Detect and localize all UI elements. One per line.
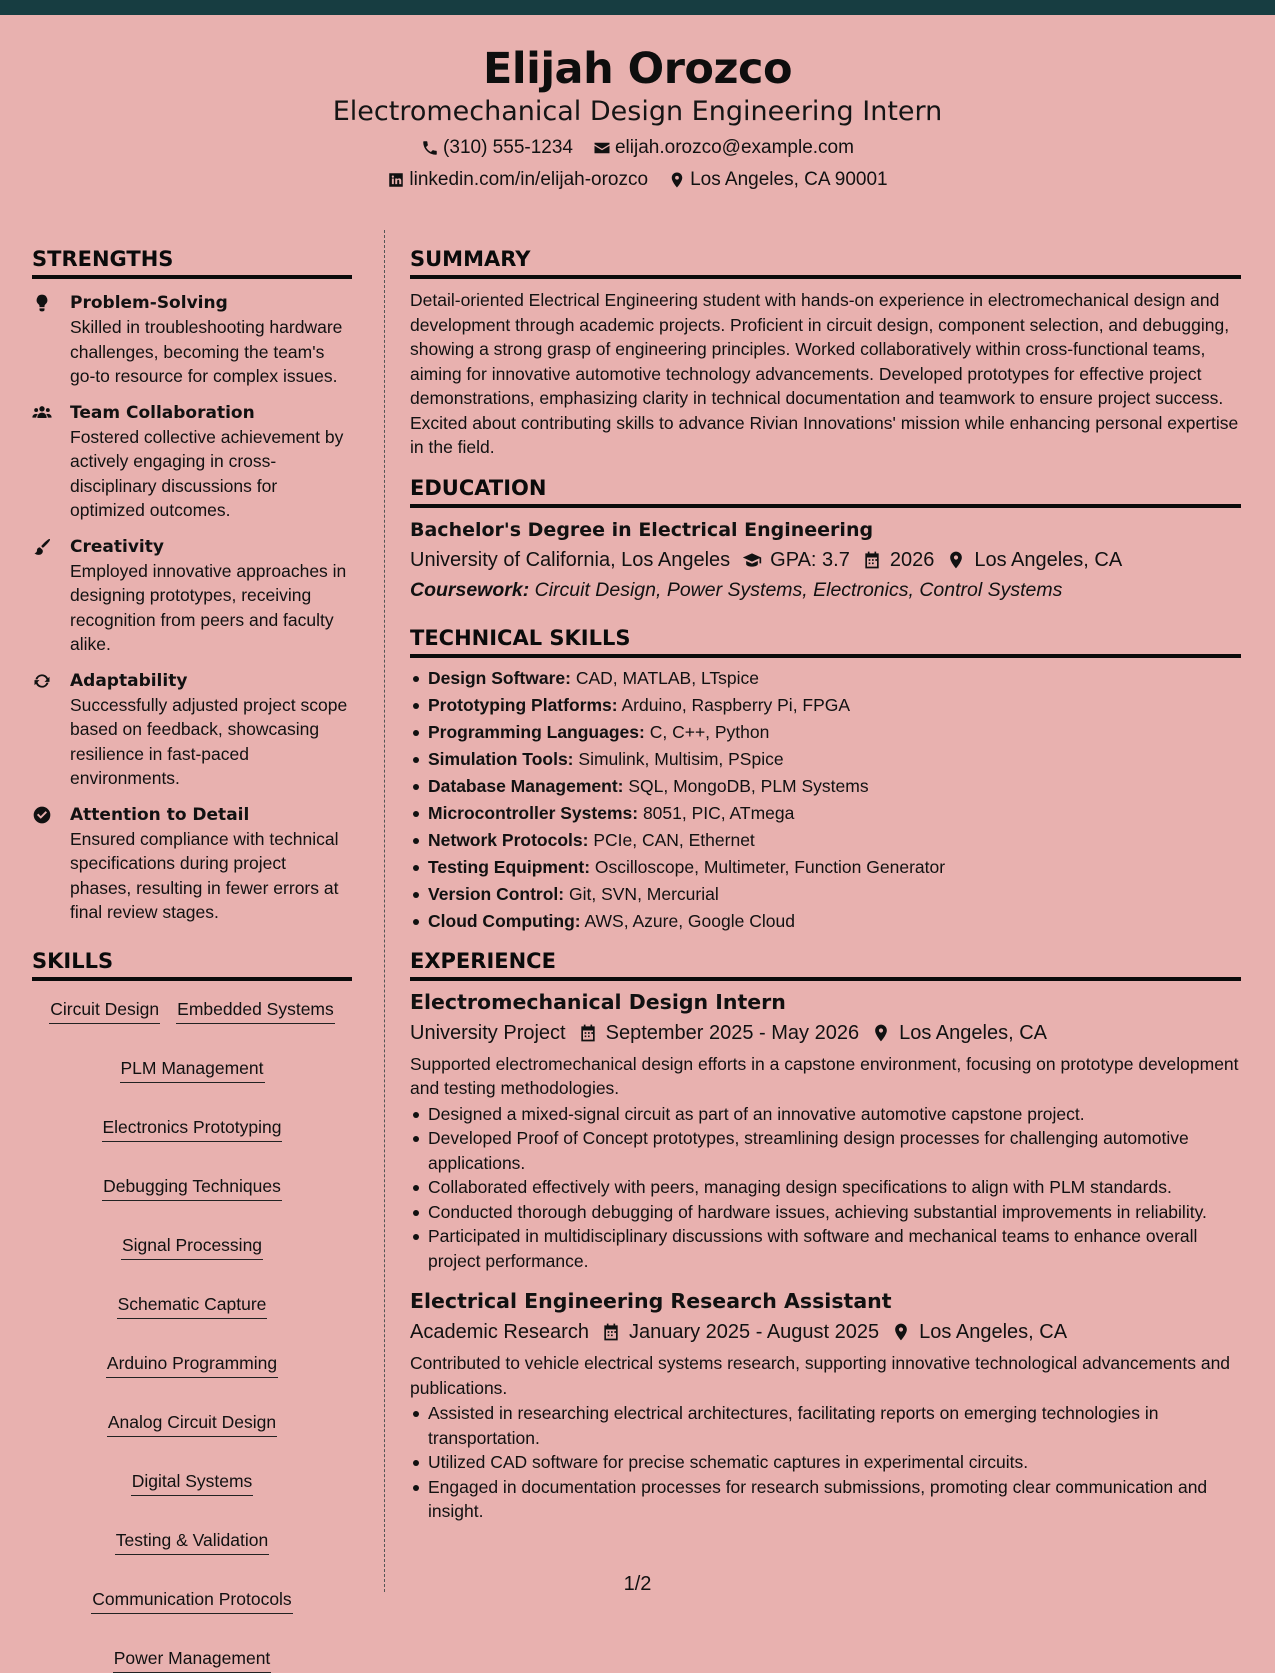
job-bullets — [410, 1102, 1241, 1274]
graduation-year: 2026 — [862, 545, 935, 575]
coursework — [410, 576, 1241, 604]
calendar-icon — [862, 550, 882, 570]
list-item: Version Control: Git, SVN, Mercurial — [410, 881, 1241, 908]
phone-text: (310) 555-1234 — [443, 137, 573, 158]
job-title: Electrical Engineering Research Assistant — [410, 1289, 892, 1313]
strengths-heading: STRENGTHS — [32, 245, 352, 279]
list-item: Engaged in documentation processes for research submissions, promoting clear communication and insight. — [410, 1475, 1241, 1524]
map-pin-icon — [871, 1023, 891, 1043]
list-item: Simulation Tools: Simulink, Multisim, PSpice — [410, 746, 1241, 773]
email-text[interactable]: elijah.orozco@example.com — [614, 137, 854, 158]
skill-chip: Circuit Design — [49, 995, 160, 1024]
strength-item — [32, 535, 352, 657]
job-meta — [410, 1018, 1241, 1048]
list-item: Assisted in researching electrical architectures, facilitating reports on emerging technologies in transportation. — [410, 1401, 1241, 1450]
technical-skills-heading: TECHNICAL SKILLS — [410, 624, 1241, 658]
job-dates: September 2025 - May 2026 — [578, 1018, 860, 1048]
skill-chip: Debugging Techniques — [102, 1172, 282, 1201]
strength-item — [32, 401, 352, 523]
skill-chip: Digital Systems — [131, 1467, 254, 1496]
job-description: Supported electromechanical design efforts in a capstone environment, focusing on prototype development and testing methodologies. — [410, 1053, 1239, 1098]
location-contact — [668, 167, 888, 193]
summary-text: Detail-oriented Electrical Engineering student with hands-on experience in electromechanical design and development through academic projects. Proficient in circuit design, component selection, and debugging, showing a strong grasp of engineering principles. Worked collaboratively within cross-functional teams, aiming for innovative automotive technology advancements. Developed prototypes for effective project demonstrations, emphasizing clarity in technical documentation and teamwork to ensure project success. Excited about contributing skills to advance Rivian Innovations' mission while enhancing personal expertise in the field. — [410, 290, 1239, 457]
job-location: Los Angeles, CA — [891, 1317, 1067, 1347]
check-circle-icon — [32, 805, 52, 825]
strength-name: Problem-Solving — [70, 293, 228, 313]
education-location: Los Angeles, CA — [946, 545, 1122, 575]
map-pin-icon — [946, 550, 966, 570]
strength-name: Attention to Detail — [70, 804, 250, 825]
contact-row-1 — [0, 135, 1275, 161]
technical-skills-list — [410, 665, 1241, 935]
calendar-icon — [578, 1023, 598, 1043]
linkedin-icon — [387, 171, 405, 189]
summary-heading: SUMMARY — [410, 245, 1241, 279]
strength-desc: Fostered collective achievement by actively engaging in cross-disciplinary discussions for optimized outcomes. — [70, 426, 344, 520]
users-icon — [32, 403, 52, 423]
column-divider — [384, 230, 385, 1592]
skill-chip: Analog Circuit Design — [107, 1408, 277, 1437]
candidate-title: Electromechanical Design Engineering Intern — [332, 96, 943, 127]
linkedin-contact[interactable] — [387, 167, 648, 193]
skills-heading: SKILLS — [32, 947, 352, 981]
location-text: Los Angeles, CA 90001 — [690, 169, 888, 190]
top-accent-bar — [0, 0, 1275, 15]
school-name: University of California, Los Angeles — [410, 548, 731, 571]
coursework-list: Circuit Design, Power Systems, Electronics, Control Systems — [534, 578, 1063, 601]
list-item: Designed a mixed-signal circuit as part of an innovative automotive capstone project. — [410, 1102, 1241, 1127]
degree-title: Bachelor's Degree in Electrical Engineering — [410, 518, 874, 541]
strength-item — [32, 803, 352, 925]
skill-chip: Electronics Prototyping — [102, 1113, 283, 1142]
page-number: 1/2 — [623, 1573, 652, 1595]
strength-desc: Skilled in troubleshooting hardware challenges, becoming the team's go-to resource for complex issues. — [70, 317, 343, 386]
strength-desc: Employed innovative approaches in designing prototypes, receiving recognition from peers and faculty alike. — [70, 560, 347, 654]
job-location: Los Angeles, CA — [871, 1018, 1047, 1048]
skill-chip: Schematic Capture — [117, 1290, 268, 1319]
email-contact[interactable] — [593, 135, 854, 161]
coursework-label: Coursework: — [410, 578, 530, 601]
job-title: Electromechanical Design Intern — [410, 989, 786, 1014]
education-heading: EDUCATION — [410, 474, 1241, 508]
strength-desc: Successfully adjusted project scope based on feedback, showcasing resilience in fast-paced environments. — [70, 694, 348, 788]
list-item: Cloud Computing: AWS, Azure, Google Cloud — [410, 908, 1241, 935]
strength-desc: Ensured compliance with technical specifications during project phases, resulting in fewer errors at final review stages. — [70, 828, 339, 922]
list-item: Conducted thorough debugging of hardware issues, achieving substantial improvements in reliability. — [410, 1200, 1241, 1225]
map-pin-icon — [668, 171, 686, 189]
phone-contact — [421, 135, 573, 161]
list-item: Microcontroller Systems: 8051, PIC, ATmega — [410, 800, 1241, 827]
right-column — [410, 245, 1241, 1524]
strength-item — [32, 291, 352, 389]
education-meta — [410, 545, 1241, 575]
phone-icon — [421, 139, 439, 157]
job-meta — [410, 1317, 1241, 1347]
skill-chip: Arduino Programming — [106, 1349, 278, 1378]
list-item: Collaborated effectively with peers, managing design specifications to align with PLM standards. — [410, 1175, 1241, 1200]
list-item: Network Protocols: PCIe, CAN, Ethernet — [410, 827, 1241, 854]
list-item: Programming Languages: C, C++, Python — [410, 719, 1241, 746]
graduation-cap-icon — [742, 550, 762, 570]
paintbrush-icon — [32, 537, 52, 557]
job-org: University Project — [410, 1021, 566, 1044]
strength-name: Team Collaboration — [70, 402, 255, 423]
job-bullets — [410, 1401, 1241, 1524]
experience-heading: EXPERIENCE — [410, 947, 1241, 981]
candidate-name: Elijah Orozco — [482, 44, 793, 94]
job-description: Contributed to vehicle electrical systems research, supporting innovative technological advancements and publications. — [410, 1353, 1231, 1398]
list-item: Participated in multidisciplinary discussions with software and mechanical teams to enhance overall project performance. — [410, 1224, 1241, 1273]
job-org: Academic Research — [410, 1321, 589, 1343]
linkedin-text[interactable]: linkedin.com/in/elijah-orozco — [409, 169, 649, 190]
job-entry — [410, 1287, 1241, 1524]
list-item: Testing Equipment: Oscilloscope, Multimeter, Function Generator — [410, 854, 1241, 881]
list-item: Utilized CAD software for precise schematic captures in experimental circuits. — [410, 1450, 1241, 1475]
list-item: Database Management: SQL, MongoDB, PLM Systems — [410, 773, 1241, 800]
list-item: Prototyping Platforms: Arduino, Raspberry Pi, FPGA — [410, 692, 1241, 719]
strength-name: Creativity — [70, 536, 164, 557]
job-dates: January 2025 - August 2025 — [601, 1317, 879, 1347]
left-column — [32, 245, 352, 1673]
strength-item — [32, 669, 352, 791]
skill-chip: PLM Management — [120, 1054, 265, 1083]
resume-header — [0, 15, 1275, 205]
skill-chip: Testing & Validation — [115, 1526, 269, 1555]
list-item: Design Software: CAD, MATLAB, LTspice — [410, 665, 1241, 692]
envelope-icon — [593, 139, 611, 157]
skill-chip: Signal Processing — [121, 1231, 263, 1260]
list-item: Developed Proof of Concept prototypes, streamlining design processes for challenging automotive applications. — [410, 1126, 1241, 1175]
map-pin-icon — [891, 1322, 911, 1342]
skill-chip: Embedded Systems — [176, 995, 335, 1024]
sync-icon — [32, 671, 52, 691]
skill-chip: Communication Protocols — [91, 1585, 292, 1614]
strength-name: Adaptability — [70, 670, 188, 691]
gpa: GPA: 3.7 — [742, 545, 850, 575]
lightbulb-icon — [32, 293, 52, 313]
skill-chip: Power Management — [113, 1644, 272, 1673]
calendar-icon — [601, 1322, 621, 1342]
contact-row-2 — [0, 167, 1275, 193]
job-entry — [410, 988, 1241, 1274]
